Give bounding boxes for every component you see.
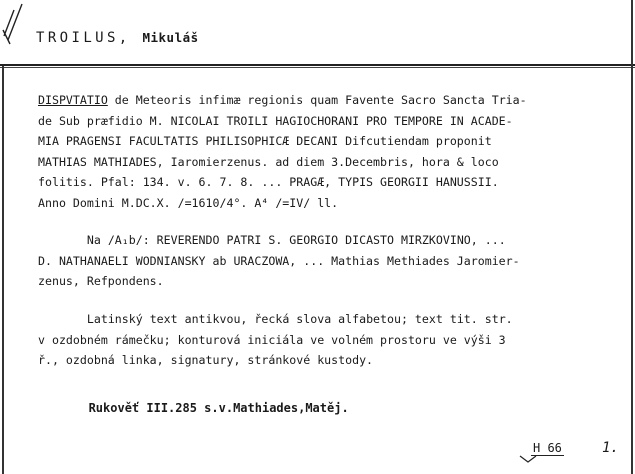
- card-heading: [36, 30, 199, 46]
- physical-description: [38, 309, 513, 371]
- reference-text: Rukověť III.285 s.v.Mathiades,Matěj.: [88, 401, 349, 415]
- verso-line-3: zenus, Refpondens.: [38, 274, 164, 289]
- card-number: 1.: [602, 440, 619, 456]
- heading-rule: [0, 64, 635, 66]
- right-border: [631, 0, 633, 474]
- shelfmark-tick-mark: [518, 452, 538, 466]
- reference-note: [38, 398, 349, 419]
- author-given-name: Mikuláš: [142, 30, 199, 45]
- shelfmark: H 66: [533, 441, 562, 455]
- corner-slash-mark: [0, 0, 40, 50]
- title-line-6: Anno Domini M.DC.X. /=1610/4°. A⁴ /=IV/ ll.: [38, 195, 339, 210]
- title-line-5: folitis. Pfal: 134. v. 6. 7. 8. ... PRAGÆ, TYPIS GEORGII HANUSSII.: [38, 175, 499, 190]
- verso-line-2: D. NATHANAELI WODNIANSKY ab URACZOWA, ... Mathias Methiades Jaromier-: [38, 253, 520, 268]
- title-line-4: MATHIAS MATHIADES, Iaromierzenus. ad diem 3.Decembris, hora & loco: [38, 154, 499, 169]
- author-surname: TROILUS,: [36, 30, 131, 46]
- verso-line-1: Na /A₁b/: REVERENDO PATRI S. GEORGIO DICASTO MIRZKOVINO, ...: [86, 233, 506, 247]
- heading-rule-thin: [0, 67, 635, 68]
- left-border: [2, 66, 4, 474]
- verso-note: [38, 230, 520, 292]
- title-transcription: [38, 90, 527, 214]
- description-line-1: Latinský text antikvou, řecká slova alfabetou; text tit. str.: [86, 312, 513, 326]
- description-line-2: v ozdobném rámečku; konturová iniciála ve volném prostoru ve výši 3: [38, 332, 506, 347]
- description-line-3: ř., ozdobná linka, signatury, stránkové kustody.: [38, 353, 374, 368]
- title-first-word: DISPVTATIO: [38, 93, 108, 107]
- title-line-2: de Sub præfidio M. NICOLAI TROILI HAGIOCHORANI PRO TEMPORE IN ACADE-: [38, 113, 513, 128]
- title-line-1: de Meteoris infimæ regionis quam Favente Sacro Sancta Tria-: [107, 93, 527, 107]
- title-line-3: MIA PRAGENSI FACULTATIS PHILISOPHICÆ DECANI Difcutiendam proponit: [38, 134, 492, 149]
